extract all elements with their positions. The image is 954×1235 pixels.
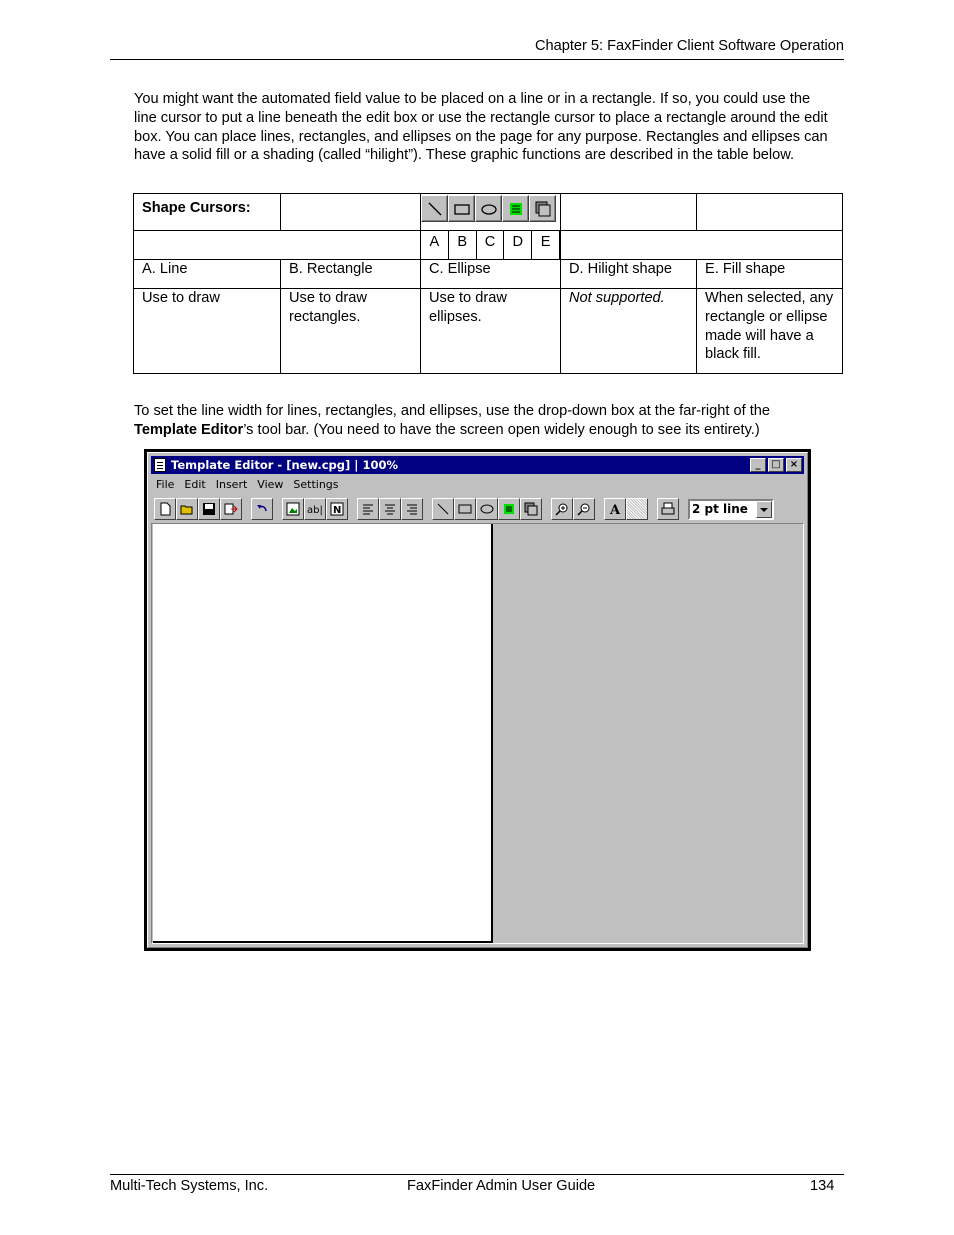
line-icon[interactable] — [432, 498, 454, 520]
line-tool-icon[interactable] — [421, 195, 448, 222]
close-button[interactable]: × — [786, 458, 802, 472]
line-width-paragraph: To set the line width for lines, rectangles, and ellipses, use the drop-down box at the far-right of the Template Editor’s tool bar. (You need to have the screen open widely enough to see its entirety.) — [134, 403, 770, 438]
zoom-in-icon[interactable] — [551, 498, 573, 520]
new-icon[interactable] — [154, 498, 176, 520]
svg-text:ab|: ab| — [307, 505, 323, 516]
footer-guide: FaxFinder Admin User Guide — [407, 1178, 596, 1194]
col-line: A. Line — [134, 260, 281, 289]
hilight-icon[interactable] — [498, 498, 520, 520]
shape-toolbar — [421, 195, 560, 222]
chapter-title: Chapter 5: FaxFinder Client Software Operation — [534, 38, 844, 54]
open-icon[interactable] — [176, 498, 198, 520]
document-icon — [154, 458, 166, 472]
align-left-icon[interactable] — [357, 498, 379, 520]
page-footer — [110, 1174, 844, 1198]
caption-buttons — [750, 458, 802, 472]
col-ellipse: C. Ellipse — [421, 260, 561, 289]
align-center-icon[interactable] — [379, 498, 401, 520]
menu-edit[interactable]: Edit — [184, 478, 206, 491]
insert-image-icon[interactable] — [282, 498, 304, 520]
title-bar[interactable] — [151, 456, 804, 474]
fill-tool-icon[interactable] — [529, 195, 556, 222]
undo-icon[interactable] — [251, 498, 273, 520]
letter-d: D — [504, 231, 532, 259]
save-icon[interactable] — [198, 498, 220, 520]
editor-toolbar — [151, 496, 804, 522]
desc-ellipse: Use to draw ellipses. — [421, 289, 561, 374]
template-editor-screenshot — [144, 449, 811, 951]
insert-field-icon[interactable] — [326, 498, 348, 520]
print-icon[interactable] — [657, 498, 679, 520]
ellipse-tool-icon[interactable] — [475, 195, 502, 222]
hilight-tool-icon[interactable] — [502, 195, 529, 222]
col-rectangle: B. Rectangle — [281, 260, 421, 289]
svg-text:N: N — [333, 505, 342, 516]
col-fill: E. Fill shape — [697, 260, 843, 289]
table-heading-cell — [134, 194, 281, 231]
menu-file[interactable]: File — [156, 478, 175, 491]
maximize-button[interactable]: □ — [768, 458, 784, 472]
svg-text:A: A — [610, 503, 621, 516]
desc-line: Use to draw — [134, 289, 281, 374]
window-title: Template Editor - [new.cpg] | 100% — [171, 458, 398, 472]
page-header — [110, 38, 844, 60]
letter-c: C — [477, 231, 505, 259]
editor-client-area — [151, 523, 804, 944]
letter-e: E — [532, 231, 560, 259]
line-width-value: 2 pt line — [692, 502, 748, 516]
letter-b: B — [449, 231, 477, 259]
fill-icon[interactable] — [520, 498, 542, 520]
template-editor-window — [147, 452, 808, 948]
footer-page-number: 134 — [810, 1178, 835, 1194]
intro-paragraph: You might want the automated field value to be placed on a line or in a rectangle. If so, you could use the line cursor to put a line beneath the edit box or use the rectangle cursor to place a rectangle around the edit box. You can place lines, rectangles, and ellipses on the page for any purpose. Rectangles and ellipses can have a solid fill or a shading (called “hilight”). These graphic functions are described in the table below. — [134, 91, 828, 164]
desc-hilight: Not supported. — [561, 289, 697, 374]
menu-settings[interactable]: Settings — [293, 478, 339, 491]
rectangle-tool-icon[interactable] — [448, 195, 475, 222]
shape-cursors-table — [133, 193, 843, 374]
desc-rectangle: Use to draw rectangles. — [281, 289, 421, 374]
minimize-button[interactable]: _ — [750, 458, 766, 472]
chevron-down-icon[interactable] — [756, 501, 772, 518]
letters-cell — [421, 231, 561, 260]
letter-a: A — [421, 231, 449, 259]
zoom-out-icon[interactable] — [573, 498, 595, 520]
ellipse-icon[interactable] — [476, 498, 498, 520]
menu-insert[interactable]: Insert — [215, 478, 248, 491]
shape-icons-cell — [421, 194, 561, 231]
shading-icon[interactable] — [626, 498, 648, 520]
align-right-icon[interactable] — [401, 498, 423, 520]
insert-text-icon[interactable] — [304, 498, 326, 520]
template-editor-bold: Template Editor — [134, 421, 244, 438]
exit-icon[interactable] — [220, 498, 242, 520]
desc-fill: When selected, any rectangle or ellipse made will have a black fill. — [697, 289, 843, 374]
icon-letters — [421, 231, 560, 259]
footer-company: Multi-Tech Systems, Inc. — [110, 1178, 269, 1194]
col-hilight: D. Hilight shape — [561, 260, 697, 289]
template-canvas[interactable] — [153, 524, 493, 943]
menu-view[interactable]: View — [257, 478, 284, 491]
line-width-dropdown[interactable] — [688, 499, 774, 520]
font-icon[interactable] — [604, 498, 626, 520]
table-heading: Shape Cursors: — [142, 200, 251, 216]
menu-bar — [151, 476, 344, 494]
rectangle-icon[interactable] — [454, 498, 476, 520]
